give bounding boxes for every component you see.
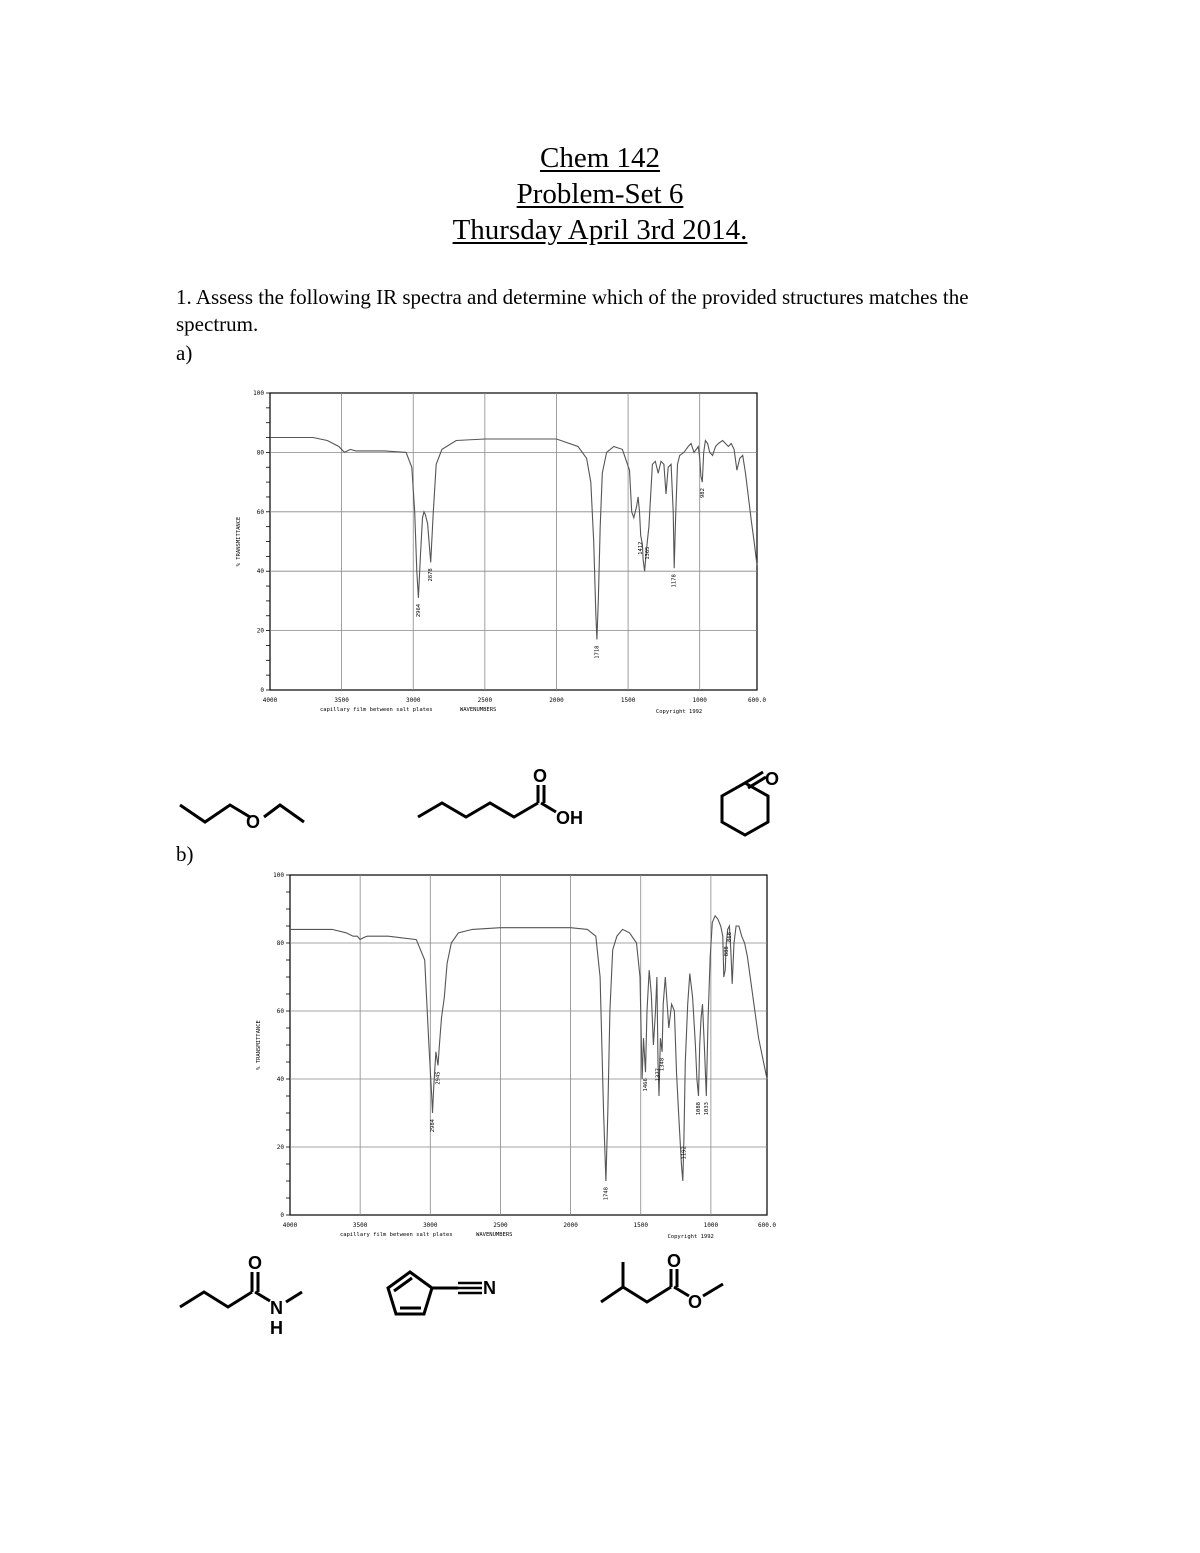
peak-label: 2984 xyxy=(430,1119,437,1133)
date-title: Thursday April 3rd 2014. xyxy=(452,214,748,246)
y-tick-label: 20 xyxy=(276,1144,284,1151)
atom-ester-oxygen: O xyxy=(688,1292,703,1312)
peak-label: 1718 xyxy=(594,645,601,659)
atom-hydroxyl: OH xyxy=(556,808,583,828)
x-tick-label: 1000 xyxy=(703,1222,719,1229)
y-tick-label: 80 xyxy=(276,940,284,947)
x-axis-label: WAVENUMBERS xyxy=(459,707,497,713)
peak-label: 1412 xyxy=(638,541,645,555)
y-tick-label: 0 xyxy=(280,1212,284,1219)
footer-left-label: capillary film between salt plates xyxy=(320,707,433,713)
document-header xyxy=(0,140,1200,248)
x-tick-label: 3000 xyxy=(423,1222,438,1229)
footer-left-label: capillary film between salt plates xyxy=(340,1232,453,1238)
x-tick-label: 2500 xyxy=(493,1222,508,1229)
spectrum-series-0 xyxy=(270,438,757,640)
structure-hexanoic-acid xyxy=(410,765,610,835)
y-tick-label: 80 xyxy=(256,449,264,457)
peak-label: 982 xyxy=(699,488,706,499)
y-axis-label: % TRANSMITTANCE xyxy=(256,1020,262,1070)
peak-label: 2945 xyxy=(435,1071,442,1085)
x-tick-label: 4000 xyxy=(262,697,278,704)
y-tick-label: 60 xyxy=(276,1008,284,1015)
peak-label: 2878 xyxy=(428,568,435,582)
peak-label: 2964 xyxy=(415,603,422,618)
structure-methyl-isovalerate xyxy=(595,1252,735,1322)
x-tick-label: 3500 xyxy=(352,1222,368,1229)
peak-label: 1377 xyxy=(655,1068,662,1082)
y-tick-label: 40 xyxy=(276,1076,284,1083)
structure-cyclohexanone xyxy=(690,765,800,845)
y-tick-label: 40 xyxy=(256,568,264,576)
x-axis-label: WAVENUMBERS xyxy=(476,1232,513,1238)
problem-set-title: Problem-Set 6 xyxy=(516,178,684,210)
copyright-label: Copyright 1992 xyxy=(655,709,703,715)
x-tick-label: 1500 xyxy=(633,1222,648,1229)
peak-label: 1748 xyxy=(603,1187,610,1201)
atom-carbonyl-oxygen: O xyxy=(533,766,548,786)
atom-oxygen: O xyxy=(765,769,780,789)
peak-label: 1178 xyxy=(671,574,678,588)
y-tick-label: 100 xyxy=(253,390,264,397)
y-tick-label: 20 xyxy=(256,627,264,635)
peak-label: 1192 xyxy=(681,1146,688,1160)
peak-label: 1088 xyxy=(696,1102,703,1116)
plot-frame xyxy=(270,393,757,690)
peak-label: 1348 xyxy=(659,1057,666,1072)
y-axis-label: % TRANSMITTANCE xyxy=(236,516,242,567)
course-title: Chem 142 xyxy=(539,142,661,174)
structure-cyclopentadiene-carbonitrile xyxy=(380,1262,510,1332)
spectrum-series-0 xyxy=(290,916,767,1181)
ir-spectrum-a xyxy=(220,380,780,720)
peak-label: 868 xyxy=(726,932,733,942)
copyright-label: Copyright 1992 xyxy=(667,1234,714,1240)
question-text: 1. Assess the following IR spectra and determine which of the provided structures matches the spectrum. xyxy=(176,285,969,336)
x-tick-label: 600.0 xyxy=(747,697,767,704)
structure-ether xyxy=(170,790,320,840)
x-tick-label: 2000 xyxy=(563,1222,578,1229)
x-tick-label: 1500 xyxy=(620,697,636,704)
x-tick-label: 3500 xyxy=(334,697,349,704)
y-tick-label: 100 xyxy=(273,872,284,879)
peak-label: 888 xyxy=(724,946,731,957)
peak-label: 1466 xyxy=(643,1078,650,1092)
peak-label: 1033 xyxy=(703,1102,710,1116)
part-b-label: b) xyxy=(176,842,194,866)
x-tick-label: 600.0 xyxy=(757,1222,777,1229)
x-tick-label: 2500 xyxy=(477,697,493,704)
x-tick-label: 1000 xyxy=(692,697,707,704)
y-tick-label: 60 xyxy=(256,508,264,516)
part-a-label: a) xyxy=(176,341,193,365)
peak-label: 1365 xyxy=(644,546,651,560)
atom-hydrogen: H xyxy=(270,1318,283,1338)
x-tick-label: 3000 xyxy=(406,697,421,704)
atom-carbonyl-oxygen: O xyxy=(248,1253,263,1273)
x-tick-label: 2000 xyxy=(549,697,564,704)
structure-n-methylbutanamide xyxy=(172,1252,312,1342)
y-tick-label: 0 xyxy=(260,687,264,694)
ir-spectrum-b xyxy=(245,865,785,1245)
atom-carbonyl-oxygen: O xyxy=(667,1251,682,1271)
atom-nitrogen: N xyxy=(483,1278,496,1298)
atom-oxygen: O xyxy=(246,812,261,832)
atom-nitrogen: N xyxy=(270,1298,283,1318)
x-tick-label: 4000 xyxy=(282,1222,298,1229)
